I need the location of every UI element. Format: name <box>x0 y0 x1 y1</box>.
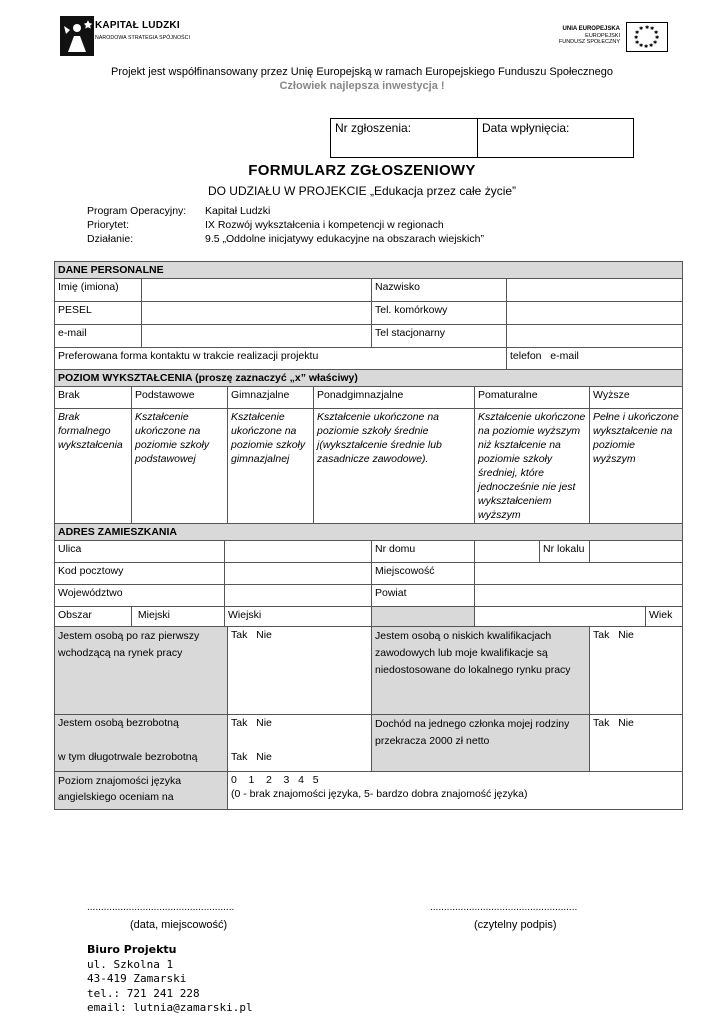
place-date-caption: (data, miejscowość) <box>130 919 228 931</box>
house-no-label: Nr domu <box>372 541 475 563</box>
svg-text:✱: ✱ <box>635 30 640 36</box>
english-5-label: 5 <box>312 774 319 786</box>
english-3-label: 3 <box>283 774 290 786</box>
low-qual-no-label: Nie <box>618 629 634 641</box>
svg-text:✱: ✱ <box>654 30 659 36</box>
area-rural-label: Wiejski <box>228 609 262 621</box>
voivodeship-label: Województwo <box>55 585 225 607</box>
english-row <box>55 772 683 810</box>
svg-text:✱: ✱ <box>650 26 655 32</box>
pesel-input[interactable] <box>142 302 372 325</box>
area-rural-option[interactable] <box>225 607 372 627</box>
priority-row <box>87 219 444 231</box>
project-office-block <box>87 943 253 1016</box>
contact-email-label: e-mail <box>550 350 579 362</box>
svg-text:✱: ✱ <box>634 35 639 41</box>
email-row <box>55 325 683 348</box>
long-term-yes-label: Tak <box>231 751 248 763</box>
english-1-label: 1 <box>248 774 255 786</box>
contact-preference-label: Preferowana forma kontaktu w trakcie realizacji projektu <box>55 348 507 370</box>
pesel-row <box>55 302 683 325</box>
landline-label: Tel stacjonarny <box>372 325 507 348</box>
low-qualifications-options <box>590 627 683 715</box>
age-label: Wiek <box>646 607 683 627</box>
city-label: Miejscowość <box>372 563 475 585</box>
edu-upper-secondary-label: Ponadgimnazjalne <box>317 389 404 401</box>
edu-desc-higher: Pełne i ukończone wykształcenie na poziomie wyższym <box>590 409 683 524</box>
pesel-label: PESEL <box>55 302 142 325</box>
cofunding-statement: Projekt jest współfinansowany przez Unię Europejską w ramach Europejskiego Funduszu Społecznego <box>111 66 613 78</box>
edu-none-label: Brak <box>58 389 80 401</box>
svg-text:✱: ✱ <box>635 40 640 46</box>
priority-label: Priorytet: <box>87 219 130 231</box>
office-email: email: lutnia@zamarski.pl <box>87 1001 253 1014</box>
edu-desc-upper-secondary: Kształcenie ukończone na poziomie szkoły średnie j(wykształcenie średnie lub zasadnicze zawodowe). <box>314 409 475 524</box>
office-phone: tel.: 721 241 228 <box>87 986 200 1000</box>
edu-level-higher[interactable] <box>590 387 683 409</box>
low-qual-yes-label: Tak <box>593 629 610 641</box>
income-yes-label: Tak <box>593 717 610 729</box>
registration-number-label: Nr zgłoszenia: <box>335 121 412 135</box>
office-name: Biuro Projektu <box>87 943 177 956</box>
area-spacer <box>372 607 475 627</box>
eu-logo-text <box>540 26 620 46</box>
eu-line-2: EUROPEJSKI <box>585 32 620 39</box>
first-job-yes-label: Tak <box>231 629 248 641</box>
status-row-2 <box>55 715 683 772</box>
edu-desc-post-secondary: Kształcenie ukończone na poziomie wyższym niż kształcenie na poziomie szkoły średniej, które jednocześnie nie jest wykształceniem wyższym <box>475 409 590 524</box>
arrival-date-field[interactable] <box>478 119 573 157</box>
edu-level-none[interactable] <box>55 387 132 409</box>
unemployed-cell <box>55 715 228 772</box>
street-label: Ulica <box>55 541 225 563</box>
action-label: Działanie: <box>87 233 134 245</box>
personal-data-header: DANE PERSONALNE <box>55 262 683 279</box>
office-street: ul. Szkolna 1 <box>87 957 174 971</box>
status-row-1 <box>55 627 683 715</box>
surname-label: Nazwisko <box>372 279 507 302</box>
contact-preference-options <box>507 348 683 370</box>
form-subtitle: DO UDZIAŁU W PROJEKCIE „Edukacja przez całe życie” <box>207 184 517 198</box>
area-urban-label: Miejski <box>137 609 171 621</box>
edu-primary-label: Podstawowe <box>135 389 195 401</box>
long-term-no-label: Nie <box>256 751 272 763</box>
education-header: POZIOM WYKSZTAŁCENIA (proszę zaznaczyć „x” właściwy) <box>55 370 683 387</box>
edu-level-primary[interactable] <box>132 387 228 409</box>
program-label: Program Operacyjny: <box>87 205 187 217</box>
english-4-label: 4 <box>298 774 304 786</box>
unemployed-options <box>228 715 372 772</box>
flat-no-label: Nr lokalu <box>540 541 590 563</box>
registration-box <box>330 118 634 158</box>
house-no-input[interactable] <box>475 541 540 563</box>
registration-number-field[interactable] <box>331 119 478 157</box>
edu-higher-label: Wyższe <box>593 389 630 401</box>
edu-level-post-secondary[interactable] <box>475 387 590 409</box>
education-header-row <box>55 370 683 387</box>
kapital-ludzki-subtitle: NARODOWA STRATEGIA SPÓJNOŚCI <box>95 35 191 41</box>
address-header: ADRES ZAMIESZKANIA <box>55 524 683 541</box>
education-levels-row <box>55 387 683 409</box>
email-label: e-mail <box>55 325 142 348</box>
action-value: 9.5 „Oddolne inicjatywy edukacyjne na obszarach wiejskich” <box>205 233 484 245</box>
area-blank <box>475 607 646 627</box>
personal-data-header-row <box>55 262 683 279</box>
office-city: 43-419 Zamarski <box>87 972 187 985</box>
mobile-input[interactable] <box>507 302 683 325</box>
unemployed-no-label: Nie <box>256 717 272 729</box>
application-form-table <box>54 261 683 810</box>
county-label: Powiat <box>372 585 475 607</box>
motto: Człowiek najlepsza inwestycja ! <box>279 80 445 92</box>
english-label: Poziom znajomości języka angielskiego oceniam na <box>55 772 228 810</box>
svg-text:✱: ✱ <box>639 26 644 32</box>
first-name-input[interactable] <box>142 279 372 302</box>
first-job-label: Jestem osobą po raz pierwszy wchodzącą na rynek pracy <box>55 627 228 715</box>
city-input[interactable] <box>475 563 683 585</box>
income-label: Dochód na jednego członka mojej rodziny przekracza 2000 zł netto <box>372 715 590 772</box>
unemployed-label: Jestem osobą bezrobotną <box>58 717 179 729</box>
postcode-input[interactable] <box>225 563 372 585</box>
area-urban-option[interactable] <box>132 607 225 627</box>
contact-phone-label: telefon <box>510 350 542 362</box>
first-job-options <box>228 627 372 715</box>
eu-line-1: UNIA EUROPEJSKA <box>562 26 620 32</box>
income-options <box>590 715 683 772</box>
eu-line-3: FUNDUSZ SPOŁECZNY <box>558 39 620 45</box>
edu-level-upper-secondary[interactable] <box>314 387 475 409</box>
program-value: Kapitał Ludzki <box>205 205 271 217</box>
unemployed-yes-label: Tak <box>231 717 248 729</box>
flat-no-input[interactable] <box>590 541 683 563</box>
svg-text:✱: ✱ <box>655 35 660 41</box>
edu-lower-secondary-label: Gimnazjalne <box>231 389 290 401</box>
email-input[interactable] <box>142 325 372 348</box>
low-qualifications-label: Jestem osobą o niskich kwalifikacjach zawodowych lub moje kwalifikacje są niedostosowane do lokalnego rynku pracy <box>372 627 590 715</box>
signature-caption: (czytelny podpis) <box>474 919 557 931</box>
address-header-row <box>55 524 683 541</box>
landline-input[interactable] <box>507 325 683 348</box>
svg-text:✱: ✱ <box>639 43 644 49</box>
edu-desc-lower-secondary: Kształcenie ukończone na poziomie szkoły gimnazjalnej <box>228 409 314 524</box>
county-input[interactable] <box>475 585 683 607</box>
svg-text:✱: ✱ <box>653 40 658 46</box>
edu-desc-none: Brak formalnego wykształcenia <box>55 409 132 524</box>
voivodeship-input[interactable] <box>225 585 372 607</box>
kapital-ludzki-title: KAPITAŁ LUDZKI <box>95 20 180 31</box>
first-job-no-label: Nie <box>256 629 272 641</box>
contact-row <box>55 348 683 370</box>
street-row <box>55 541 683 563</box>
place-date-line[interactable]: ..................................................... <box>87 902 235 913</box>
signature-line[interactable]: ..................................................... <box>430 902 578 913</box>
priority-value: IX Rozwój wykształcenia i kompetencji w regionach <box>205 219 444 231</box>
edu-level-lower-secondary[interactable] <box>228 387 314 409</box>
long-term-unemployed-label: w tym długotrwale bezrobotną <box>58 751 198 763</box>
surname-input[interactable] <box>507 279 683 302</box>
english-0-label: 0 <box>231 774 237 786</box>
street-input[interactable] <box>225 541 372 563</box>
program-row <box>87 205 271 217</box>
area-label: Obszar <box>55 607 132 627</box>
form-title: FORMULARZ ZGŁOSZENIOWY <box>248 162 476 179</box>
voivodeship-row <box>55 585 683 607</box>
edu-desc-primary: Kształcenie ukończone na poziomie szkoły podstawowej <box>132 409 228 524</box>
kapital-ludzki-emblem-icon <box>60 16 94 56</box>
education-descriptions-row <box>55 409 683 524</box>
english-options <box>228 772 683 810</box>
action-row <box>87 233 484 245</box>
arrival-date-label: Data wpłynięcia: <box>482 121 570 135</box>
svg-text:✱: ✱ <box>649 43 654 49</box>
postcode-label: Kod pocztowy <box>55 563 225 585</box>
svg-text:✱: ✱ <box>645 25 650 31</box>
income-no-label: Nie <box>618 717 634 729</box>
edu-post-secondary-label: Pomaturalne <box>478 389 538 401</box>
english-scale-note: (0 - brak znajomości języka, 5- bardzo dobra znajomość języka) <box>231 788 528 800</box>
postcode-row <box>55 563 683 585</box>
english-2-label: 2 <box>266 774 272 786</box>
mobile-label: Tel. komórkowy <box>372 302 507 325</box>
eu-flag-icon <box>626 22 668 52</box>
first-name-label: Imię (imiona) <box>55 279 142 302</box>
name-row <box>55 279 683 302</box>
svg-text:✱: ✱ <box>644 44 649 50</box>
area-row <box>55 607 683 627</box>
